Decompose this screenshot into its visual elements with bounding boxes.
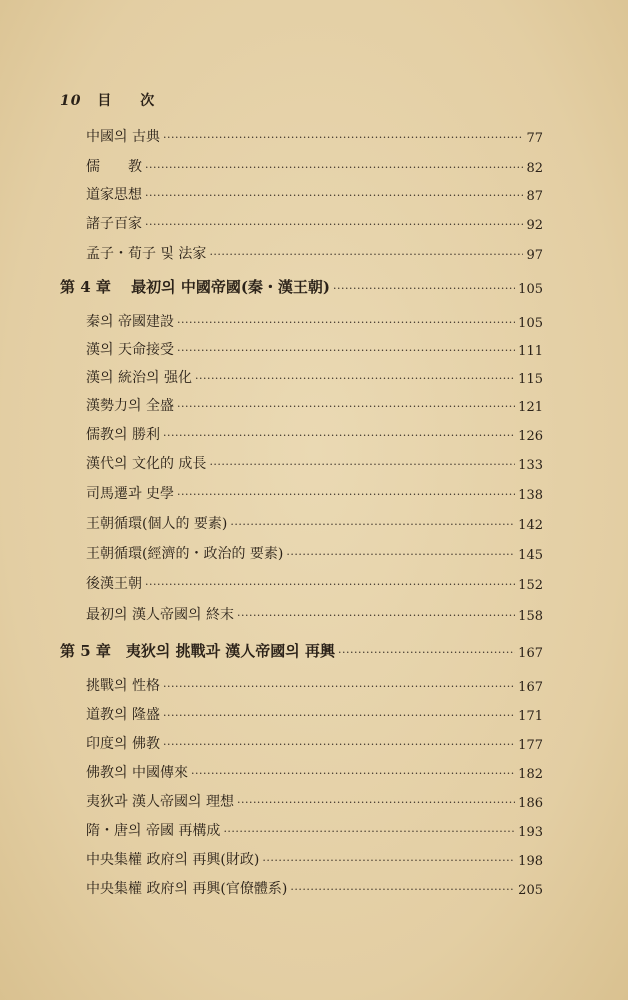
dot-leader: [163, 738, 515, 753]
dot-leader: [145, 189, 523, 204]
dot-leader: [145, 161, 523, 176]
dot-leader: [163, 131, 523, 146]
toc-entry: 漢代의 文化的 成長 ····· 133: [86, 453, 543, 473]
chapter-heading: 第 5 章 夷狄의 挑戰과 漢人帝國의 再興 ····· 167: [60, 640, 543, 661]
dot-leader: [223, 825, 515, 840]
dot-leader: [145, 218, 523, 233]
dot-leader: [163, 429, 515, 444]
toc-entry: 漢의 統治의 强化 ····· 115: [86, 367, 543, 387]
dot-leader: [237, 609, 515, 624]
dot-leader: [177, 316, 515, 331]
toc-entry: 隋・唐의 帝國 再構成 ····· 193: [86, 820, 543, 840]
toc-entry: 最初의 漢人帝國의 終末 ····· 158: [86, 604, 543, 624]
dot-leader: [195, 372, 515, 387]
toc-entry: 夷狄과 漢人帝國의 理想 ····· 186: [86, 791, 543, 811]
dot-leader: [230, 518, 515, 533]
toc-entry: 諸子百家 ····· 92: [86, 213, 543, 233]
toc-entry: 中央集權 政府의 再興(財政) ····· 198: [86, 849, 543, 869]
dot-leader: [209, 458, 515, 473]
toc-entry: 道教의 隆盛 ····· 171: [86, 704, 543, 724]
dot-leader: [286, 548, 515, 563]
dot-leader: [333, 282, 515, 297]
toc-entry: 中國의 古典 ····· 77: [86, 126, 543, 146]
toc-entry: 漢의 天命接受 ····· 111: [86, 339, 543, 359]
dot-leader: [163, 680, 515, 695]
header-title-part-2: 次: [140, 93, 156, 109]
toc-entry: 中央集權 政府의 再興(官僚體系) ····· 205: [86, 878, 543, 898]
dot-leader: [177, 488, 515, 503]
dot-leader: [177, 400, 515, 415]
toc-entry: 孟子・荀子 및 法家 ····· 97: [86, 243, 543, 263]
page-number: 10: [60, 93, 82, 109]
dot-leader: [177, 344, 515, 359]
dot-leader: [338, 646, 515, 661]
dot-leader: [262, 854, 515, 869]
toc-entry: 漢勢力의 全盛 ····· 121: [86, 395, 543, 415]
toc-entry: 印度의 佛教 ····· 177: [86, 733, 543, 753]
toc-entry: 挑戰의 性格 ····· 167: [86, 675, 543, 695]
toc-entry: 王朝循環(經濟的・政治的 要素) ····· 145: [86, 543, 543, 563]
dot-leader: [237, 796, 515, 811]
toc-entry: 佛教의 中國傳來 ····· 182: [86, 762, 543, 782]
dot-leader: [145, 578, 515, 593]
chapter-heading: 第 4 章 最初의 中國帝國(秦・漢王朝) ····· 105: [60, 276, 543, 297]
toc-entry: 王朝循環(個人的 要素) ····· 142: [86, 513, 543, 533]
dot-leader: [290, 883, 515, 898]
toc-entry: 秦의 帝國建設 ····· 105: [86, 311, 543, 331]
toc-entry: 道家思想 ····· 87: [86, 184, 543, 204]
toc-entry: 儒教의 勝利 ····· 126: [86, 424, 543, 444]
header-title-part-1: 目: [97, 93, 113, 109]
dot-leader: [163, 709, 515, 724]
dot-leader: [209, 248, 523, 263]
toc-entry: 司馬遷과 史學 ····· 138: [86, 483, 543, 503]
dot-leader: [191, 767, 515, 782]
toc-entry: 儒 教 ····· 82: [86, 156, 543, 176]
toc-entry: 後漢王朝 ····· 152: [86, 573, 543, 593]
page-header: [60, 90, 155, 110]
